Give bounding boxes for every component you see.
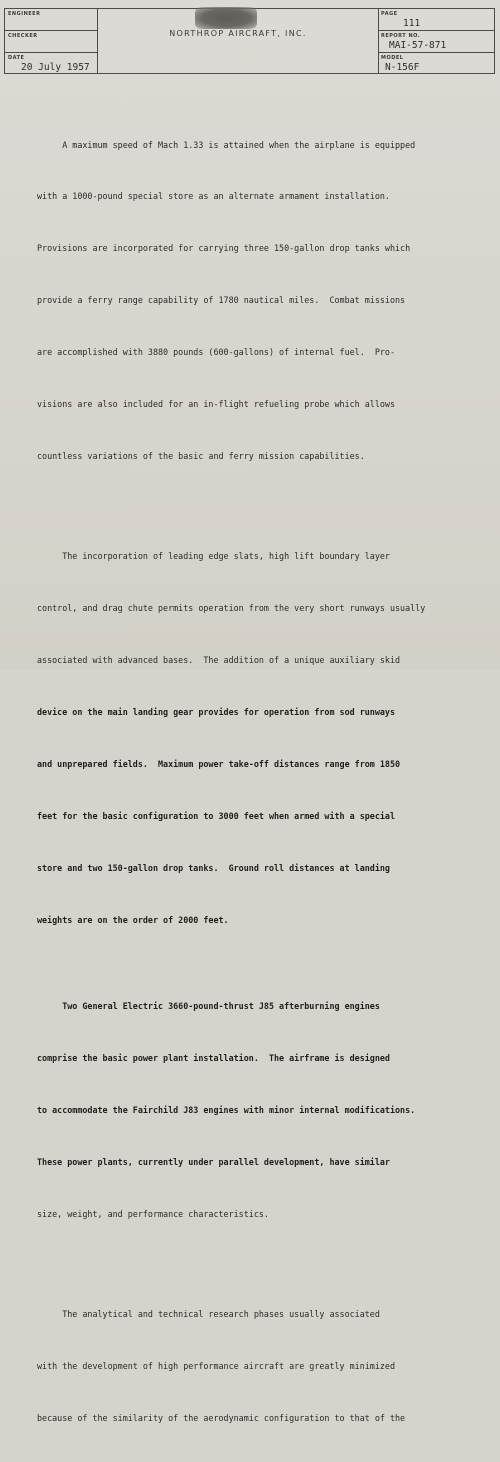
text-line: and unprepared fields. Maximum power take-off distances range from 1850 (37, 758, 401, 769)
text-line: associated with advanced bases. The addition of a unique auxiliary skid (37, 655, 401, 666)
page-value: 111 (403, 18, 421, 29)
text-line: feet for the basic configuration to 3000 feet when armed with a special (37, 810, 395, 821)
text-line: with the development of high performance aircraft are greatly minimized (37, 1361, 395, 1372)
text-line: to accommodate the Fairchild J83 engines with minor internal modifications. (37, 1104, 416, 1115)
paragraph (37, 964, 485, 1258)
model-label: MODEL (381, 55, 404, 61)
text-line: comprise the basic power plant installation. The airframe is designed (37, 1053, 390, 1064)
date-value: 20 July 1957 (21, 62, 90, 73)
body-text (37, 102, 485, 1462)
report-label: REPORT NO. (381, 33, 421, 39)
text-line: control, and drag chute permits operation from the very short runways usually (37, 603, 426, 614)
divider (5, 30, 97, 31)
divider (378, 9, 379, 73)
paragraph (37, 1272, 485, 1462)
text-line: The incorporation of leading edge slats, high lift boundary layer (37, 551, 390, 562)
divider (378, 52, 495, 53)
paragraph (37, 514, 485, 964)
text-line: provide a ferry range capability of 1780 nautical miles. Combat missions (37, 295, 406, 306)
page-label: PAGE (381, 11, 398, 17)
text-line: with a 1000-pound special store as an alternate armament installation. (37, 191, 390, 202)
text-line: A maximum speed of Mach 1.33 is attained when the airplane is equipped (37, 139, 416, 150)
engineer-label: ENGINEER (8, 11, 41, 17)
text-line: size, weight, and performance characteristics. (37, 1208, 269, 1219)
text-line: Provisions are incorporated for carrying three 150-gallon drop tanks which (37, 243, 411, 254)
text-line: store and two 150-gallon drop tanks. Ground roll distances at landing (37, 862, 390, 873)
text-line: are accomplished with 3880 pounds (600-gallons) of internal fuel. Pro- (37, 347, 395, 358)
date-label: DATE (8, 55, 25, 61)
model-value: N-156F (385, 62, 420, 73)
paragraph (37, 102, 485, 500)
text-line: The analytical and technical research phases usually associated (37, 1309, 380, 1320)
text-line: because of the similarity of the aerodynamic configuration to that of the (37, 1412, 406, 1423)
text-line: countless variations of the basic and ferry mission capabilities. (37, 450, 365, 461)
divider (378, 30, 495, 31)
company-name: NORTHROP AIRCRAFT, INC. (169, 29, 307, 38)
divider (5, 52, 97, 53)
text-line: Two General Electric 3660-pound-thrust J85 afterburning engines (37, 1001, 380, 1012)
company-cell (98, 9, 378, 73)
text-line: These power plants, currently under parallel development, have similar (37, 1156, 390, 1167)
text-line: device on the main landing gear provides for operation from sod runways (37, 707, 395, 718)
text-line: weights are on the order of 2000 feet. (37, 914, 229, 925)
title-block (4, 8, 495, 74)
checker-label: CHECKER (8, 33, 38, 39)
redaction-mark (195, 7, 257, 29)
text-line: visions are also included for an in-flight refueling probe which allows (37, 399, 395, 410)
report-value: MAI-57-871 (389, 40, 447, 51)
